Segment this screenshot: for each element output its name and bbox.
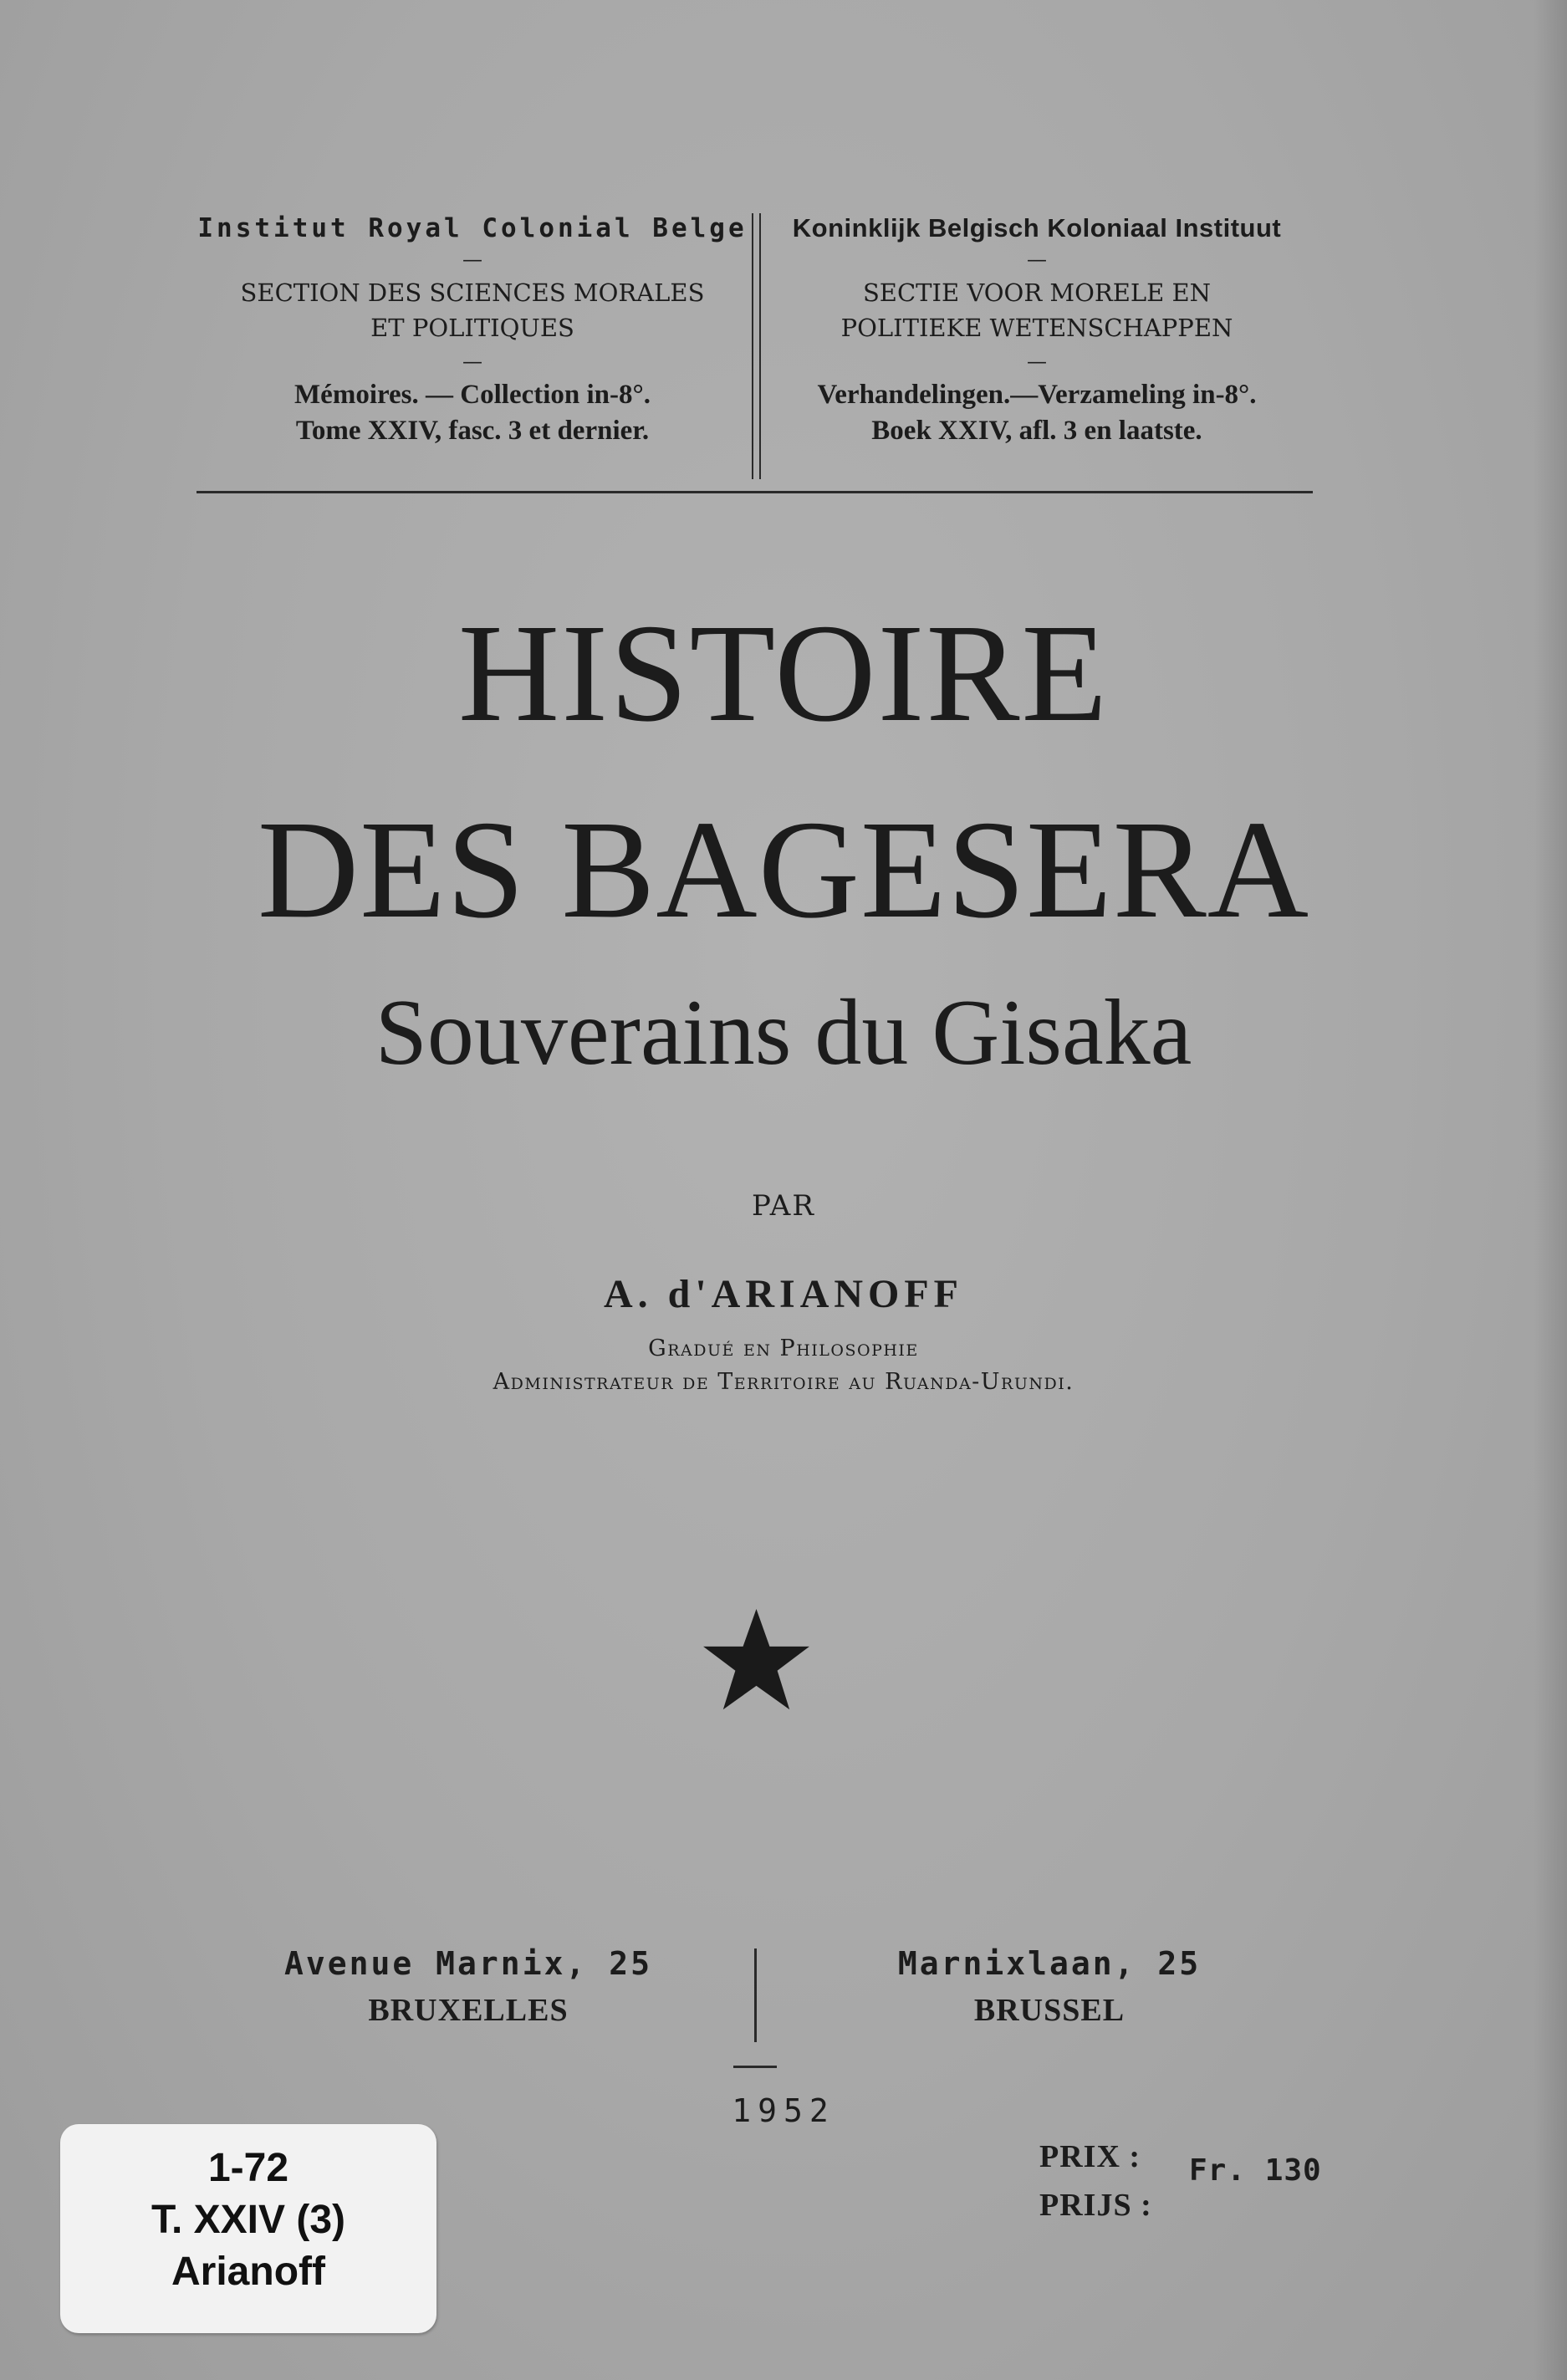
- call-number-line1: 1-72: [207, 2146, 289, 2190]
- address-brussels-fr: [209, 1940, 727, 2034]
- price-value: Fr. 130: [1189, 2153, 1322, 2188]
- series-nl-line2: Boek XXIV, afl. 3 en laatste.: [871, 416, 1202, 446]
- header-french-column: [197, 213, 748, 449]
- series-fr-line1: Mémoires. — Collection in-8°.: [294, 380, 651, 410]
- header-dash: —: [1027, 350, 1047, 373]
- author-credentials: [0, 1332, 1567, 1399]
- price-label-fr: PRIX :: [1039, 2139, 1141, 2174]
- section-name-fr-line2: ET POLITIQUES: [370, 314, 574, 342]
- library-call-number-sticker: [60, 2124, 436, 2333]
- call-number-line2: T. XXIV (3): [151, 2198, 346, 2242]
- city-fr: BRUXELLES: [368, 1993, 569, 2028]
- street-fr: Avenue Marnix, 25: [284, 1945, 652, 1982]
- publisher-header: [197, 213, 1313, 493]
- series-nl-line1: Verhandelingen.—Verzameling in-8°.: [817, 380, 1257, 410]
- series-fr-line2: Tome XXIV, fasc. 3 et dernier.: [295, 416, 650, 446]
- subtitle: Souverains du Gisaka: [375, 981, 1192, 1085]
- year-dash: [733, 2066, 777, 2068]
- section-name-nl-line1: SECTIE VOOR MORELE EN: [862, 278, 1212, 307]
- author-role: Administrateur de Territoire au Ruanda-Urundi.: [493, 1369, 1074, 1395]
- by-label: PAR: [752, 1189, 815, 1223]
- section-name-nl-line2: POLITIEKE WETENSCHAPPEN: [840, 314, 1233, 342]
- header-double-divider: [752, 213, 761, 479]
- call-number-line3: Arianoff: [171, 2250, 325, 2294]
- header-dash: —: [462, 350, 482, 373]
- title-line-2: DES BAGESERA: [257, 792, 1310, 947]
- star-icon: [700, 1606, 813, 1719]
- price-label-nl: PRIJS :: [1039, 2188, 1152, 2223]
- header-dash: —: [1027, 248, 1047, 271]
- header-dutch-column: [761, 213, 1313, 449]
- publication-year: 1952: [732, 2092, 835, 2129]
- institute-name-fr: Institut Royal Colonial Belge: [197, 213, 748, 243]
- section-name-fr-line1: SECTION DES SCIENCES MORALES: [240, 278, 705, 307]
- street-nl: Marnixlaan, 25: [897, 1945, 1202, 1982]
- header-dash: —: [462, 248, 482, 271]
- city-nl: BRUSSEL: [973, 1993, 1125, 2028]
- title-line-1: HISTOIRE: [457, 595, 1110, 751]
- author-name: A. d'ARIANOFF: [603, 1272, 963, 1316]
- author-degree: Gradué en Philosophie: [648, 1336, 919, 1361]
- institute-name-nl: Koninklijk Belgisch Koloniaal Instituut: [792, 213, 1282, 243]
- address-divider: [754, 1948, 757, 2042]
- header-bottom-rule: [197, 491, 1313, 493]
- address-brussels-nl: [790, 1940, 1309, 2034]
- price-labels: [1039, 2132, 1152, 2229]
